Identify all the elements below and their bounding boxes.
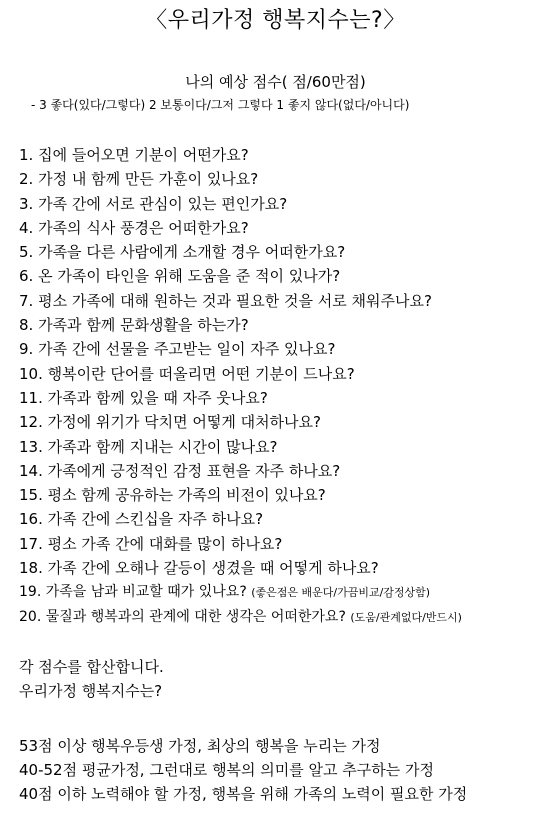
question-text: 13. 가족과 함께 지내는 시간이 많나요? [19,437,278,456]
question-item [19,435,462,459]
question-text: 10. 행복이란 단어를 떠올리면 어떤 기분이 드나요? [19,364,355,383]
sum-instruction: 각 점수를 합산합니다. [19,658,164,676]
question-item [19,483,462,507]
question-item [19,507,462,531]
question-text: 3. 가족 간에 서로 관심이 있는 편인가요? [19,194,288,213]
question-text: 15. 평소 함께 공유하는 가족의 비전이 있나요? [19,486,326,505]
result-range-item: 40-52점 평균가정, 그런대로 행복의 의미를 알고 추구하는 가정 [19,761,435,779]
question-text: 18. 가족 간에 오해나 갈등이 생겼을 때 어떻게 하나요? [19,559,379,578]
question-item [19,580,462,604]
question-item [19,556,462,580]
question-text: 4. 가족의 식사 풍경은 어떠한가요? [19,218,249,237]
question-list [19,143,462,629]
question-text: 7. 평소 가족에 대해 원하는 것과 필요한 것을 서로 채워주나요? [19,291,432,310]
question-item [19,264,462,288]
question-item [19,362,462,386]
question-text: 14. 가족에게 긍정적인 감정 표현을 자주 하나요? [19,461,341,480]
question-text: 11. 가족과 함께 있을 때 자주 웃나요? [19,388,268,407]
question-text: 1. 집에 들어오면 기분이 어떤가요? [19,146,249,164]
result-range-item: 53점 이상 행복우등생 가정, 최상의 행복을 누리는 가정 [19,737,381,755]
question-item [19,410,462,434]
question-text: 12. 가정에 위기가 닥치면 어떻게 대처하나요? [19,413,321,432]
question-text: 19. 가족을 남과 비교할 때가 있나요? [19,584,247,601]
question-item [19,289,462,313]
question-item [19,216,462,240]
closing-instructions [19,655,164,703]
question-item [19,143,462,167]
question-item [19,605,462,629]
result-ranges [19,734,467,806]
question-item [19,337,462,361]
question-text: 9. 가족 간에 선물을 주고받는 일이 자주 있나요? [19,340,336,359]
question-text: 6. 온 가족이 타인을 위해 도움을 준 적이 있나가? [19,267,341,286]
page-title: 〈우리가정 행복지수는?〉 [145,8,406,33]
question-item [19,192,462,216]
result-question: 우리가정 행복지수는? [19,682,163,700]
question-item [19,167,462,191]
question-item [19,459,462,483]
question-item [19,313,462,337]
question-text: 17. 평소 가족 간에 대화를 많이 하나요? [19,534,283,553]
question-note: (좋은점은 배운다/가끔비교/감정상함) [251,586,431,600]
result-range-item: 40점 이하 노력해야 할 가정, 행복을 위해 가족의 노력이 필요한 가정 [19,785,468,803]
question-note: (도움/관계없다/반드시) [350,610,462,624]
question-text: 5. 가족을 다른 사람에게 소개할 경우 어떠한가요? [19,243,346,262]
question-text: 16. 가족 간에 스킨십을 자주 하나요? [19,510,264,529]
question-text: 20. 물질과 행복과의 관계에 대한 생각은 어떠한가요? [19,608,346,625]
question-text: 8. 가족과 함께 문화생활을 하는가? [19,316,249,335]
expected-score-prompt: 나의 예상 점수( 점/60만점) [185,73,366,91]
scoring-scale: - 3 좋다(있다/그렇다) 2 보통이다/그저 그렇다 1 좋지 않다(없다/아니다) [31,98,410,112]
question-text: 2. 가정 내 함께 만든 가훈이 있나요? [19,170,259,189]
question-item [19,532,462,556]
question-item [19,386,462,410]
question-item [19,240,462,264]
